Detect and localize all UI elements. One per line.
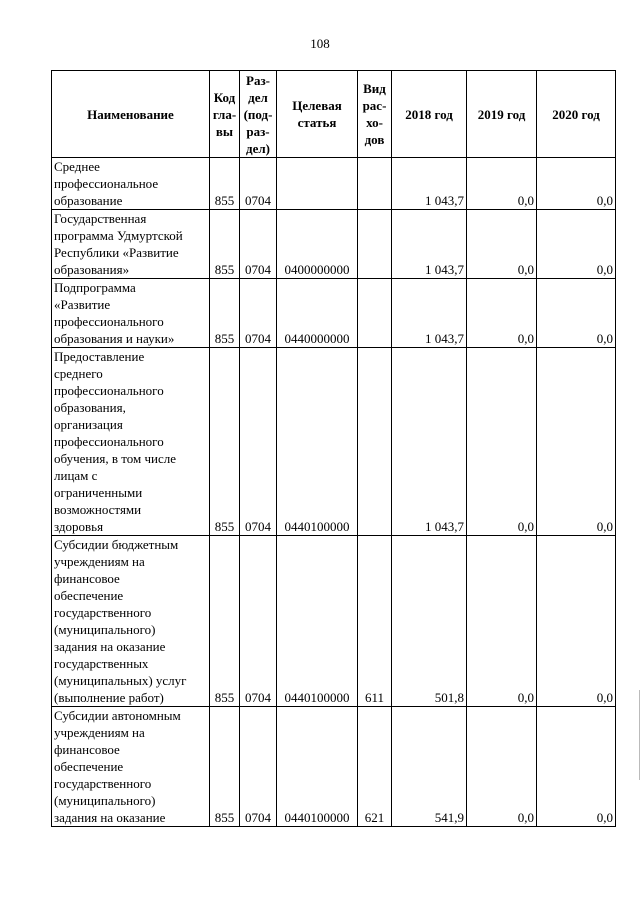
text-line: (муниципального) — [54, 793, 156, 808]
text-line: обеспечение — [54, 759, 124, 774]
text-line: (выполнение работ) — [54, 690, 164, 705]
table-row — [52, 536, 616, 707]
text-line: государственных — [54, 656, 149, 671]
header-2020 — [537, 71, 616, 158]
row-2019: 0,0 — [467, 348, 537, 536]
header-2019 — [467, 71, 537, 158]
row-statya: 0440100000 — [277, 348, 358, 536]
text-line: среднего — [54, 366, 103, 381]
text-line: Код — [213, 89, 236, 105]
text-line: здоровья — [54, 519, 104, 534]
row-2018: 501,8 — [392, 536, 467, 707]
row-2020: 0,0 — [537, 279, 616, 348]
text-line: государственного — [54, 776, 152, 791]
row-statya: 0440100000 — [277, 707, 358, 827]
table-header-row — [52, 71, 616, 158]
page-number: 108 — [310, 36, 330, 51]
text-line: лицам с — [54, 468, 98, 483]
text-line: 2020 год — [552, 106, 600, 122]
row-2020: 0,0 — [537, 210, 616, 279]
row-statya: 0440100000 — [277, 536, 358, 707]
row-vid — [358, 279, 392, 348]
row-name — [52, 210, 210, 279]
row-kod: 855 — [210, 279, 240, 348]
row-kod: 855 — [210, 536, 240, 707]
text-line: финансовое — [54, 571, 120, 586]
row-2018: 1 043,7 — [392, 279, 467, 348]
text-line: государственного — [54, 605, 152, 620]
text-line: обеспечение — [54, 588, 124, 603]
row-2018: 1 043,7 — [392, 348, 467, 536]
row-2020: 0,0 — [537, 536, 616, 707]
row-vid: 621 — [358, 707, 392, 827]
text-line: программа Удмуртской — [54, 228, 183, 243]
text-line: Целевая — [292, 98, 342, 113]
header-kod-glavy — [210, 71, 240, 158]
text-line: Субсидии бюджетным — [54, 537, 179, 552]
text-line: ограниченными — [54, 485, 143, 500]
row-2019: 0,0 — [467, 158, 537, 210]
text-line: профессионального — [54, 314, 164, 329]
table-row — [52, 210, 616, 279]
text-line: финансовое — [54, 742, 120, 757]
text-line: дел) — [246, 140, 270, 156]
text-line: организация — [54, 417, 123, 432]
text-line: возможностями — [54, 502, 142, 517]
text-line: Государственная — [54, 211, 147, 226]
row-2018: 1 043,7 — [392, 210, 467, 279]
text-line: профессионального — [54, 434, 164, 449]
text-line: образования и науки» — [54, 331, 175, 346]
text-line: Наименование — [87, 106, 174, 122]
table-row — [52, 279, 616, 348]
text-line: Раз- — [246, 72, 270, 88]
row-name — [52, 348, 210, 536]
header-razdel — [240, 71, 277, 158]
row-statya: 0400000000 — [277, 210, 358, 279]
row-name — [52, 158, 210, 210]
row-2019: 0,0 — [467, 536, 537, 707]
text-line: образования, — [54, 400, 126, 415]
table-row — [52, 158, 616, 210]
row-vid: 611 — [358, 536, 392, 707]
text-line: раз- — [246, 123, 270, 139]
text-line: образование — [54, 193, 123, 208]
text-line: задания на оказание — [54, 810, 166, 825]
text-line: (муниципальных) услуг — [54, 673, 187, 688]
text-line: вы — [215, 123, 234, 139]
text-line: 2018 год — [405, 106, 453, 122]
header-vid-rashodov — [358, 71, 392, 158]
row-2019: 0,0 — [467, 279, 537, 348]
row-statya: 0440000000 — [277, 279, 358, 348]
text-line: 2019 год — [477, 106, 526, 122]
text-line: «Развитие — [54, 297, 111, 312]
header-name — [52, 71, 210, 158]
row-2020: 0,0 — [537, 348, 616, 536]
row-kod: 855 — [210, 707, 240, 827]
row-kod: 855 — [210, 158, 240, 210]
row-razdel: 0704 — [240, 536, 277, 707]
row-2018: 1 043,7 — [392, 158, 467, 210]
row-vid — [358, 348, 392, 536]
text-line: рас- — [362, 98, 387, 113]
text-line: хо- — [366, 115, 383, 130]
text-line: Подпрограмма — [54, 280, 136, 295]
table-row — [52, 707, 616, 827]
row-vid — [358, 210, 392, 279]
text-line: Республики «Развитие — [54, 245, 179, 260]
row-name — [52, 536, 210, 707]
text-line: (под- — [243, 106, 273, 122]
text-line: Предоставление — [54, 349, 145, 364]
text-line: (муниципального) — [54, 622, 156, 637]
row-razdel: 0704 — [240, 158, 277, 210]
row-statya — [277, 158, 358, 210]
text-line: Субсидии автономным — [54, 708, 181, 723]
row-razdel: 0704 — [240, 707, 277, 827]
row-2020: 0,0 — [537, 707, 616, 827]
row-2018: 541,9 — [392, 707, 467, 827]
text-line: учреждениям на — [54, 554, 145, 569]
text-line: профессионального — [54, 383, 164, 398]
text-line: Среднее — [54, 159, 100, 174]
text-line: гла- — [212, 106, 237, 122]
text-line: Вид — [363, 81, 386, 96]
header-tselevaya-statya — [277, 71, 358, 158]
text-line: статья — [297, 115, 337, 130]
row-razdel: 0704 — [240, 348, 277, 536]
header-2018 — [392, 71, 467, 158]
row-name — [52, 707, 210, 827]
row-2019: 0,0 — [467, 210, 537, 279]
row-vid — [358, 158, 392, 210]
row-razdel: 0704 — [240, 279, 277, 348]
row-kod: 855 — [210, 210, 240, 279]
row-2020: 0,0 — [537, 158, 616, 210]
budget-table — [51, 70, 616, 827]
text-line: дел — [248, 89, 268, 105]
text-line: учреждениям на — [54, 725, 145, 740]
row-razdel: 0704 — [240, 210, 277, 279]
table-row — [52, 348, 616, 536]
text-line: образования» — [54, 262, 130, 277]
row-2019: 0,0 — [467, 707, 537, 827]
row-name — [52, 279, 210, 348]
text-line: дов — [364, 132, 385, 147]
text-line: профессиональное — [54, 176, 159, 191]
text-line: обучения, в том числе — [54, 451, 176, 466]
row-kod: 855 — [210, 348, 240, 536]
text-line: задания на оказание — [54, 639, 166, 654]
